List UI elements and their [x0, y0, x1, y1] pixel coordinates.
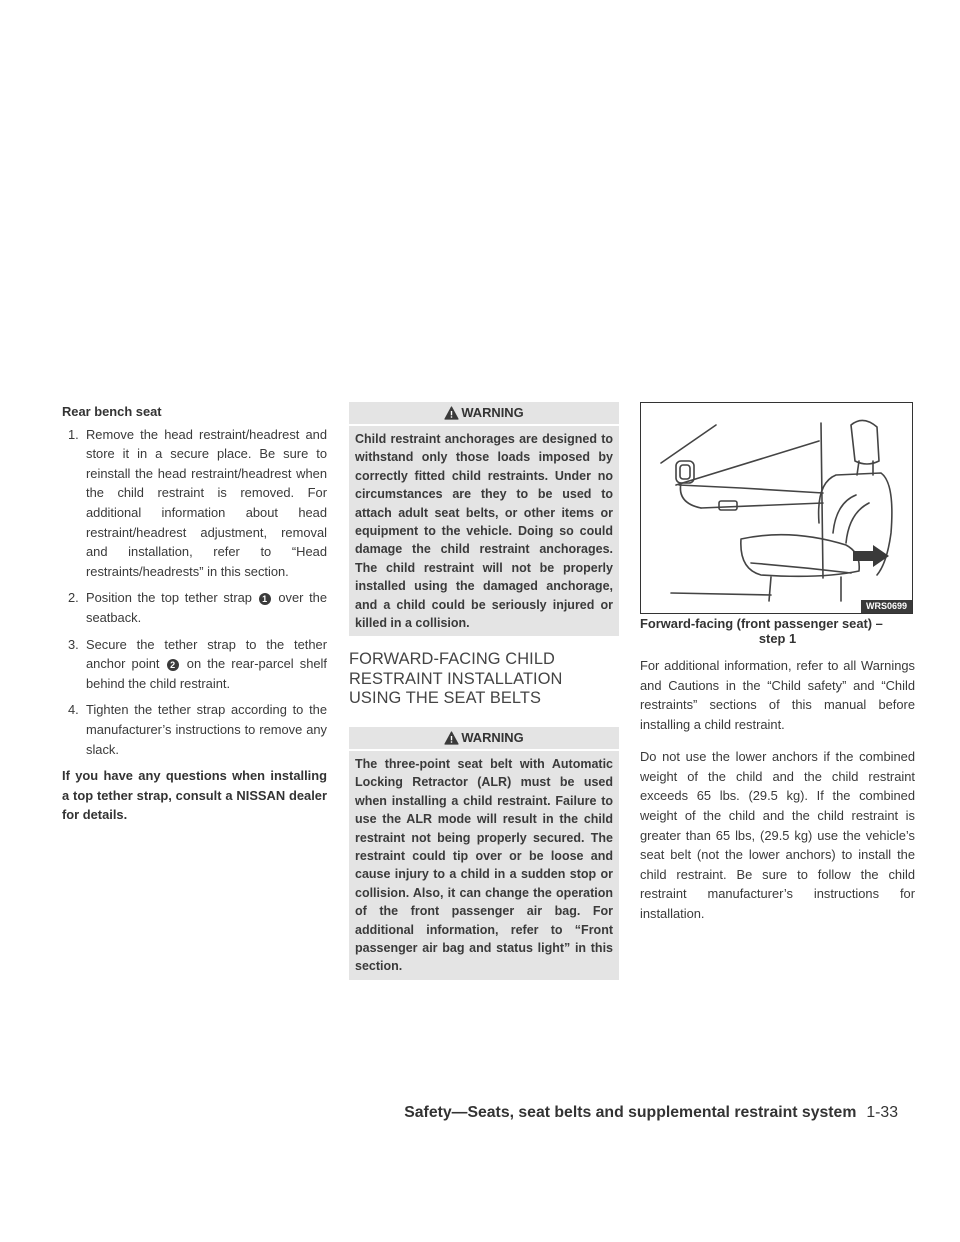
step-2: [62, 588, 327, 627]
step-text: Secure the tether strap to the tether anchor point: [86, 636, 327, 672]
step-text: Position the top tether strap: [86, 590, 252, 606]
warning-header: [349, 727, 619, 751]
paragraph-weight-limit: Do not use the lower anchors if the combined weight of the child and the child restraint exceeds 65 lbs. (29.5 kg). If the combined weight of the child and the child restraint is greater than 65 lbs, (29.5 kg) use the vehicle’s seat belt (not the lower anchors) to install the child restraint. Be sure to follow the child restraint manufacturer’s instructions for installation.: [640, 749, 915, 922]
paragraph-warnings-reference: For additional information, refer to all Warnings and Cautions in the “Child safety” and “Child restraints” sections of this manual before installing a child restraint.: [640, 658, 915, 732]
warning-header: [349, 402, 619, 426]
callout-2-icon: 2: [167, 659, 179, 671]
column-right: [640, 402, 915, 937]
figure-caption: [640, 616, 915, 646]
warning-triangle-icon: [444, 731, 459, 745]
rear-bench-heading: Rear bench seat: [62, 404, 162, 419]
column-left: [62, 402, 327, 825]
step-text: Remove the head restraint/headrest and store it in a secure place. Be sure to reinstall the head restraint/headrest when the child restraint is removed. For additional information about head restraint/headrest adjustment, removal and installation, refer to “Head restraints/headrests” in this section.: [86, 426, 327, 579]
step-3: [62, 635, 327, 694]
step-number: 2.: [68, 590, 79, 606]
footer-section-title: Safety—Seats, seat belts and supplemental restraint system: [404, 1104, 857, 1121]
section-title: FORWARD-FACING CHILD RESTRAINT INSTALLATION USING THE SEAT BELTS: [349, 650, 563, 708]
caption-line-2: step 1: [758, 631, 797, 646]
callout-1-icon: 1: [259, 593, 271, 605]
page-number: 1-33: [866, 1104, 898, 1121]
figure-code: WRS0699: [861, 600, 912, 613]
page-footer: [404, 1103, 898, 1123]
warning-text: The three-point seat belt with Automatic Locking Retractor (ALR) must be used when installing a child restraint. Failure to use the ALR mode will result in the child restraint not being properly secured. The restraint could tip over or be loose and cause injury to a child in a sudden stop or collision. Also, it can change the operation of the front passenger air bag. For additional information, refer to “Front passenger air bag and status light” in this section.: [355, 756, 613, 974]
seat-illustration: [640, 402, 913, 614]
warning-label: WARNING: [461, 729, 524, 745]
passenger-seat-drawing: [641, 403, 912, 613]
step-4: [62, 700, 327, 759]
warning-box-anchorages: [349, 402, 619, 636]
warning-label: WARNING: [461, 405, 524, 420]
step-number: 1.: [68, 426, 79, 442]
warning-text: Child restraint anchorages are designed to withstand only those loads imposed by correctly fitted child restraints. Under no circumstances are they to be used to attach adult seat belts, or other items or equipment to the vehicle. Doing so could damage the child restraint anchorages. The child restraint will not be properly installed using the damaged anchorage, and a child could be seriously injured or killed in a collision.: [355, 432, 613, 631]
column-middle: [349, 402, 619, 980]
step-text: over the seatback.: [86, 590, 327, 625]
step-number: 3.: [68, 636, 79, 652]
step-text: on the rear-parcel shelf behind the child restraint.: [86, 656, 327, 691]
step-text: Tighten the tether strap according to the manufacturer’s instructions to remove any slack.: [86, 702, 327, 757]
caption-line-1: Forward-facing (front passenger seat) –: [640, 616, 883, 631]
install-steps: [62, 425, 327, 760]
warning-triangle-icon: [444, 406, 459, 420]
dealer-note: If you have any questions when installing a top tether strap, consult a NISSAN dealer for details.: [62, 768, 327, 823]
step-1: [62, 425, 327, 582]
step-number: 4.: [68, 702, 79, 718]
warning-box-alr: [349, 727, 619, 980]
